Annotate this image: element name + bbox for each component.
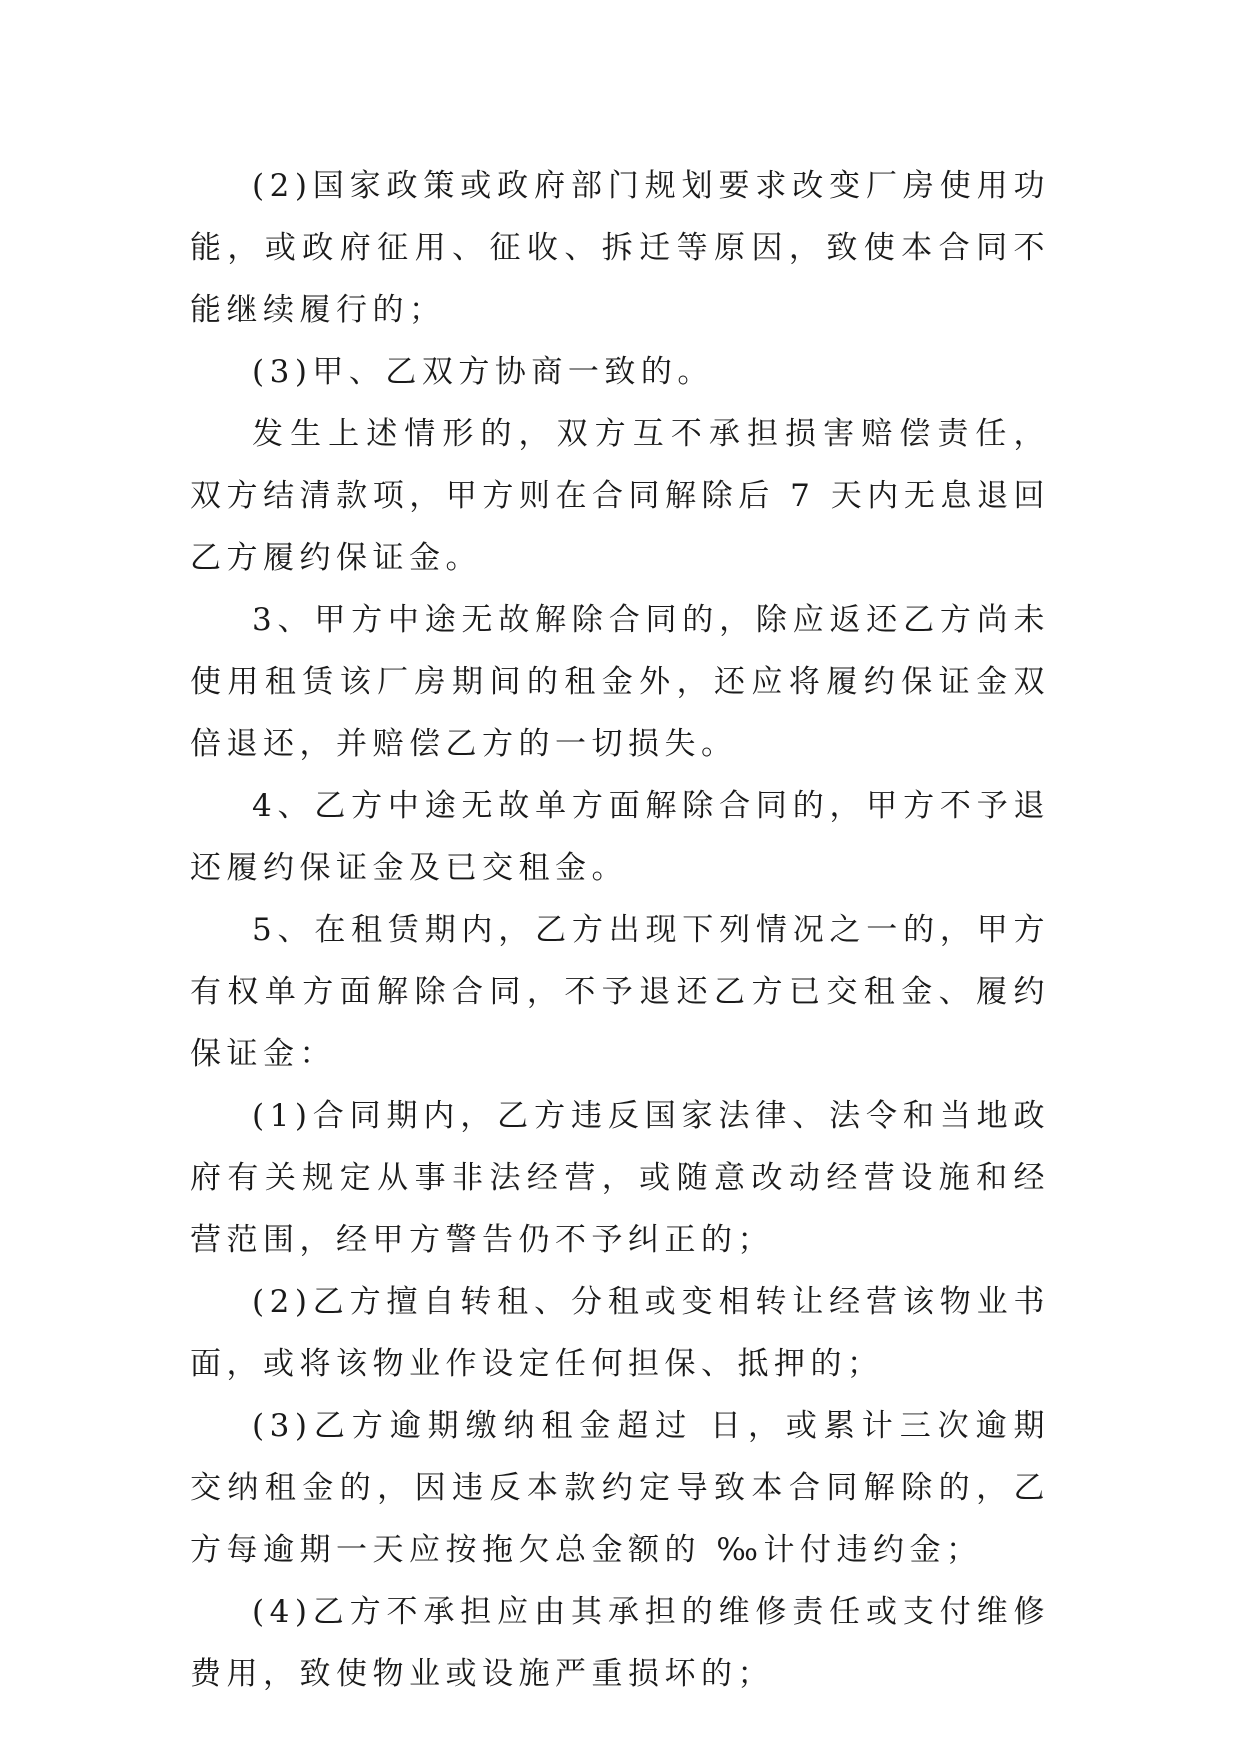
paragraph-item-1: (1)合同期内，乙方违反国家法律、法令和当地政府有关规定从事非法经营，或随意改动经营设施和经营范围，经甲方警告仍不予纠正的； [190, 1098, 1050, 1258]
paragraph-clause-5: 5、在租赁期内，乙方出现下列情况之一的，甲方有权单方面解除合同，不予退还乙方已交租金、履约保证金： [190, 912, 1050, 1072]
paragraph-clause-4: 4、乙方中途无故单方面解除合同的，甲方不予退还履约保证金及已交租金。 [190, 788, 1050, 886]
paragraph-item-2: (2)乙方擅自转租、分租或变相转让经营该物业书面，或将该物业作设定任何担保、抵押的； [190, 1284, 1050, 1382]
paragraph-item-3: (3)乙方逾期缴纳租金超过 日，或累计三次逾期交纳租金的，因违反本款约定导致本合同解除的，乙方每逾期一天应按拖欠总金额的 ‰计付违约金； [190, 1408, 1050, 1568]
paragraph-item-4: (4)乙方不承担应由其承担的维修责任或支付维修费用，致使物业或设施严重损坏的； [190, 1594, 1050, 1692]
document-body [190, 155, 1050, 1705]
paragraph-clause-3: 3、甲方中途无故解除合同的，除应返还乙方尚未使用租赁该厂房期间的租金外，还应将履约保证金双倍退还，并赔偿乙方的一切损失。 [190, 602, 1050, 762]
paragraph-termination-policy: (2)国家政策或政府部门规划要求改变厂房使用功能，或政府征用、征收、拆迁等原因，致使本合同不能继续履行的； [190, 168, 1050, 328]
paragraph-no-liability: 发生上述情形的，双方互不承担损害赔偿责任，双方结清款项，甲方则在合同解除后 7 天内无息退回乙方履约保证金。 [190, 416, 1050, 576]
paragraph-mutual-agreement: (3)甲、乙双方协商一致的。 [252, 354, 714, 390]
